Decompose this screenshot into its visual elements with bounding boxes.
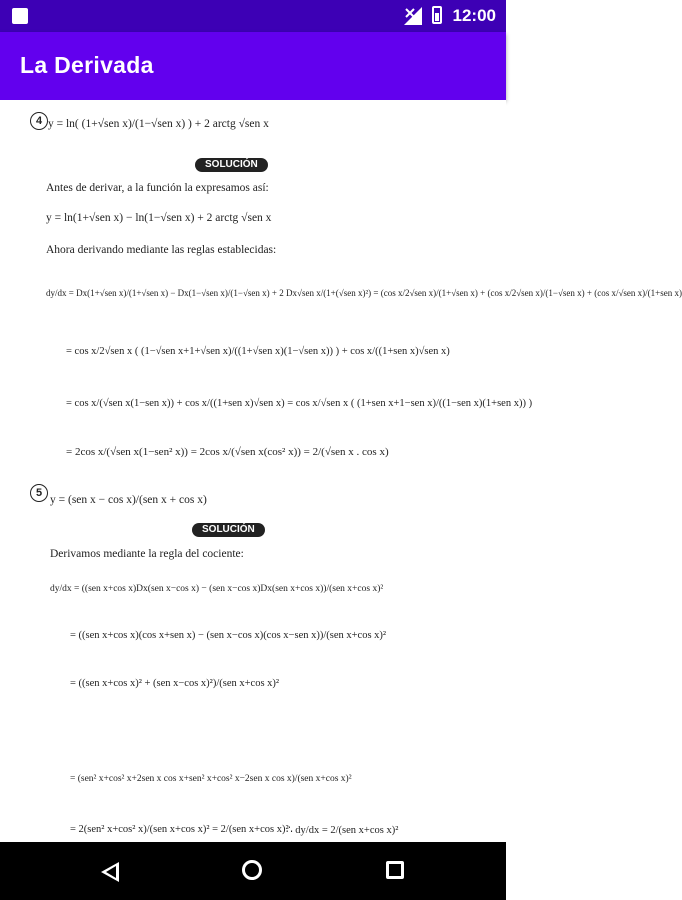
p4-rules: Ahora derivando mediante las reglas establecidas: <box>46 244 277 256</box>
signal-icon <box>404 7 424 25</box>
app-bar <box>0 32 506 100</box>
p4-intro: Antes de derivar, a la función la expresamos así: <box>46 182 269 194</box>
p5-intro: Derivamos mediante la regla del cociente: <box>50 548 244 560</box>
p5-conclusion: ∴ dy/dx = 2/(sen x+cos x)² <box>286 825 399 836</box>
p4-line3: = cos x/(√sen x(1−sen x)) + cos x/((1+sen x)√sen x) = cos x/√sen x ( (1+sen x+1−sen x)/((1−sen x)(1+sen x)) ) <box>66 398 533 409</box>
p4-function: y = ln( (1+√sen x)/(1−√sen x) ) + 2 arctg √sen x <box>48 118 269 130</box>
p5-function: y = (sen x − cos x)/(sen x + cos x) <box>50 494 207 506</box>
p5-line2: = ((sen x+cos x)(cos x+sen x) − (sen x−cos x)(cos x−sen x))/(sen x+cos x)² <box>70 630 387 641</box>
back-button-icon[interactable] <box>101 862 119 882</box>
problem-number-4: 4 <box>30 112 48 130</box>
status-bar <box>0 0 506 32</box>
recents-button-icon[interactable] <box>386 861 404 879</box>
navigation-bar <box>0 842 506 900</box>
p5-line1: dy/dx = ((sen x+cos x)Dx(sen x−cos x) − (sen x−cos x)Dx(sen x+cos x))/(sen x+cos x)² <box>50 584 384 594</box>
battery-icon <box>432 6 442 24</box>
clock: 12:00 <box>452 6 496 25</box>
problem-number-5: 5 <box>30 484 48 502</box>
p4-line4: = 2cos x/(√sen x(1−sen² x)) = 2cos x/(√sen x(cos² x)) = 2/(√sen x . cos x) <box>66 446 389 458</box>
home-button-icon[interactable] <box>242 860 262 880</box>
document-image[interactable] <box>0 100 682 842</box>
p5-line3: = ((sen x+cos x)² + (sen x−cos x)²)/(sen x+cos x)² <box>70 678 280 689</box>
p4-rewrite: y = ln(1+√sen x) − ln(1−√sen x) + 2 arctg √sen x <box>46 212 272 224</box>
p5-line4: = (sen² x+cos² x+2sen x cos x+sen² x+cos² x−2sen x cos x)/(sen x+cos x)² <box>70 774 352 784</box>
sd-card-icon <box>12 8 28 24</box>
app-title: La Derivada <box>20 52 154 78</box>
p5-line5: = 2(sen² x+cos² x)/(sen x+cos x)² = 2/(sen x+cos x)² <box>70 824 289 835</box>
p4-line2: = cos x/2√sen x ( (1−√sen x+1+√sen x)/((1+√sen x)(1−√sen x)) ) + cos x/((1+sen x)√sen x) <box>66 346 450 357</box>
p4-solution-badge: SOLUCIÓN <box>195 158 268 172</box>
p4-line1: dy/dx = Dx(1+√sen x)/(1+√sen x) − Dx(1−√sen x)/(1−√sen x) + 2 Dx√sen x/(1+(√sen x)²) = (cos x/2√sen x)/(1+√sen x) + (cos x/2√sen x)/(1−√sen x) + (cos x/√sen x)/(1+sen x) <box>46 288 682 298</box>
p5-solution-badge: SOLUCIÓN <box>192 523 265 537</box>
